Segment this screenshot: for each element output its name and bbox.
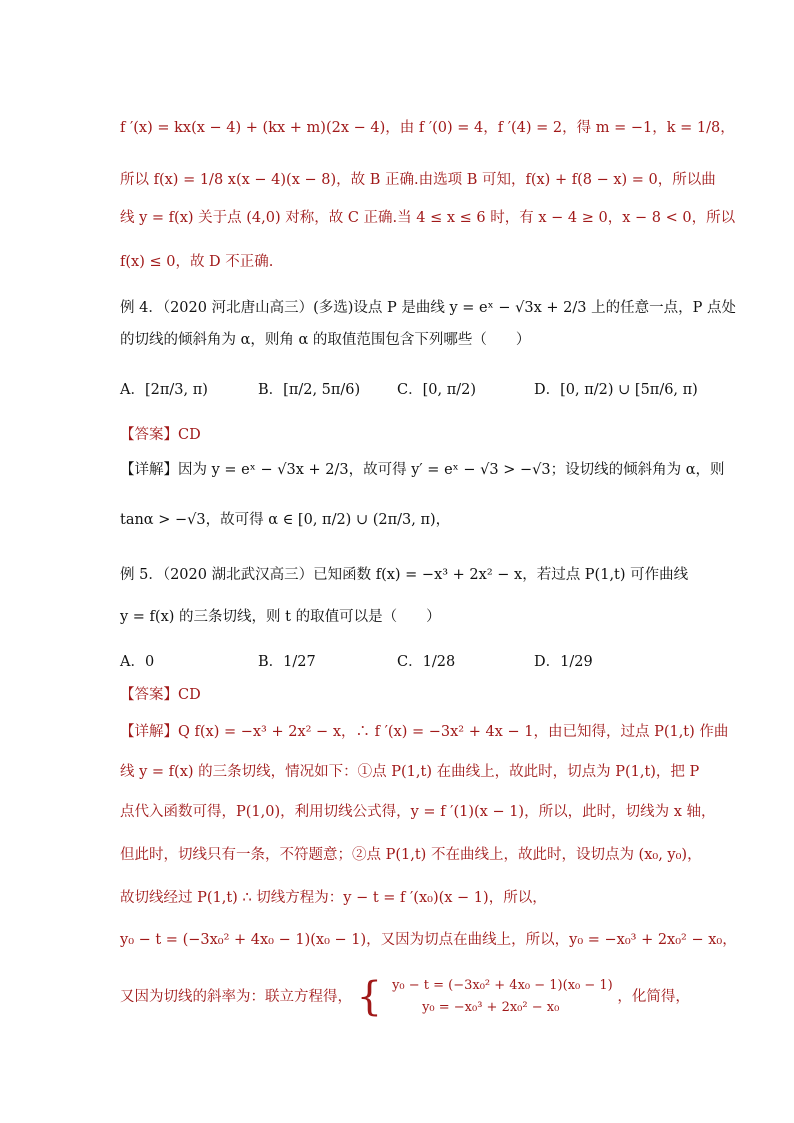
option-a xyxy=(120,378,208,399)
option-c-label: C． xyxy=(397,654,423,670)
option-b-label: B． xyxy=(258,382,284,398)
option-d-value: 1/29 xyxy=(560,654,593,670)
option-a-value: 0 xyxy=(144,654,155,670)
option-b xyxy=(258,650,316,671)
option-d xyxy=(534,650,593,671)
example-5-explanation-line-3: 点代入函数可得，P(1,0)，利用切线公式得，y = f ′(1)(x − 1)，所以，此时，切线为 x 轴， xyxy=(120,804,716,820)
option-a-value: [2π/3, π) xyxy=(144,382,208,398)
system-equation-2: y₀ = −x₀³ + 2x₀² − x₀ xyxy=(422,1000,560,1015)
option-a-label: A． xyxy=(120,382,145,398)
option-c-value: [0, π/2) xyxy=(422,382,477,398)
option-b-value: [π/2, 5π/6) xyxy=(283,382,361,398)
solution-line-4: f(x) ≤ 0，故 D 不正确. xyxy=(120,254,274,270)
option-c-value: 1/28 xyxy=(422,654,456,670)
example-4-explanation-line-1: 【详解】因为 y = eˣ − √3x + 2/3，故可得 y′ = eˣ − √3 > −√3；设切线的倾斜角为 α，则 xyxy=(120,462,725,478)
example-5-answer: 【答案】CD xyxy=(120,687,201,703)
option-b xyxy=(258,378,360,399)
equation-system xyxy=(357,975,613,1019)
option-c xyxy=(397,650,455,671)
solution-line-2: 所以 f(x) = 1/8 x(x − 4)(x − 8)，故 B 正确.由选项 B 可知，f(x) + f(8 − x) = 0，所以曲 xyxy=(120,172,716,188)
system-suffix: ，化简得， xyxy=(617,989,690,1005)
example-4-question-line-2: 的切线的倾斜角为 α，则角 α 的取值范围包含下列哪些（ ） xyxy=(120,332,531,348)
example-4-answer: 【答案】CD xyxy=(120,427,201,443)
brace-icon: { xyxy=(356,974,383,1020)
example-4-explanation-line-2: tanα > −√3，故可得 α ∈ [0, π/2) ∪ (2π/3, π)， xyxy=(120,512,451,528)
option-d-label: D． xyxy=(534,382,561,398)
example-5-explanation-line-7 xyxy=(120,974,690,1025)
example-5-explanation-line-2: 线 y = f(x) 的三条切线，情况如下：①点 P(1,t) 在曲线上，故此时，切点为 P(1,t)，把 P xyxy=(120,764,700,780)
system-equation-1: y₀ − t = (−3x₀² + 4x₀ − 1)(x₀ − 1) xyxy=(392,978,613,993)
system-prefix: 又因为切线的斜率为：联立方程得， xyxy=(120,989,352,1005)
example-5-explanation-line-5: 故切线经过 P(1,t) ∴ 切线方程为：y − t = f ′(x₀)(x − 1)，所以， xyxy=(120,890,547,906)
example-5-question-line-2: y = f(x) 的三条切线，则 t 的取值可以是（ ） xyxy=(120,609,441,625)
example-5-explanation-line-4: 但此时，切线只有一条，不符题意；②点 P(1,t) 不在曲线上，故此时，设切点为 (x₀, y₀)， xyxy=(120,847,702,863)
solution-line-1: f ′(x) = kx(x − 4) + (kx + m)(2x − 4)，由 f ′(0) = 4，f ′(4) = 2，得 m = −1，k = 1/8， xyxy=(120,120,735,136)
option-b-label: B． xyxy=(258,654,284,670)
example-5-explanation-line-1: 【详解】Q f(x) = −x³ + 2x² − x，∴ f ′(x) = −3x² + 4x − 1，由已知得，过点 P(1,t) 作曲 xyxy=(120,724,729,740)
solution-line-3: 线 y = f(x) 关于点 (4,0) 对称，故 C 正确.当 4 ≤ x ≤ 6 时，有 x − 4 ≥ 0，x − 8 < 0，所以 xyxy=(120,210,736,226)
option-d-label: D． xyxy=(534,654,561,670)
option-c xyxy=(397,378,476,399)
option-a xyxy=(120,650,154,671)
example-4-question-line-1: 例 4．（2020 河北唐山高三）(多选)设点 P 是曲线 y = eˣ − √3x + 2/3 上的任意一点，P 点处 xyxy=(120,300,736,316)
option-d-value: [0, π/2) ∪ [5π/6, π) xyxy=(560,382,698,398)
example-5-explanation-line-6: y₀ − t = (−3x₀² + 4x₀ − 1)(x₀ − 1)，又因为切点在曲线上，所以，y₀ = −x₀³ + 2x₀² − x₀， xyxy=(120,932,737,948)
option-d xyxy=(534,378,698,399)
example-5-question-line-1: 例 5．（2020 湖北武汉高三）已知函数 f(x) = −x³ + 2x² − x，若过点 P(1,t) 可作曲线 xyxy=(120,567,689,583)
option-a-label: A． xyxy=(120,654,145,670)
option-c-label: C． xyxy=(397,382,423,398)
option-b-value: 1/27 xyxy=(283,654,316,670)
